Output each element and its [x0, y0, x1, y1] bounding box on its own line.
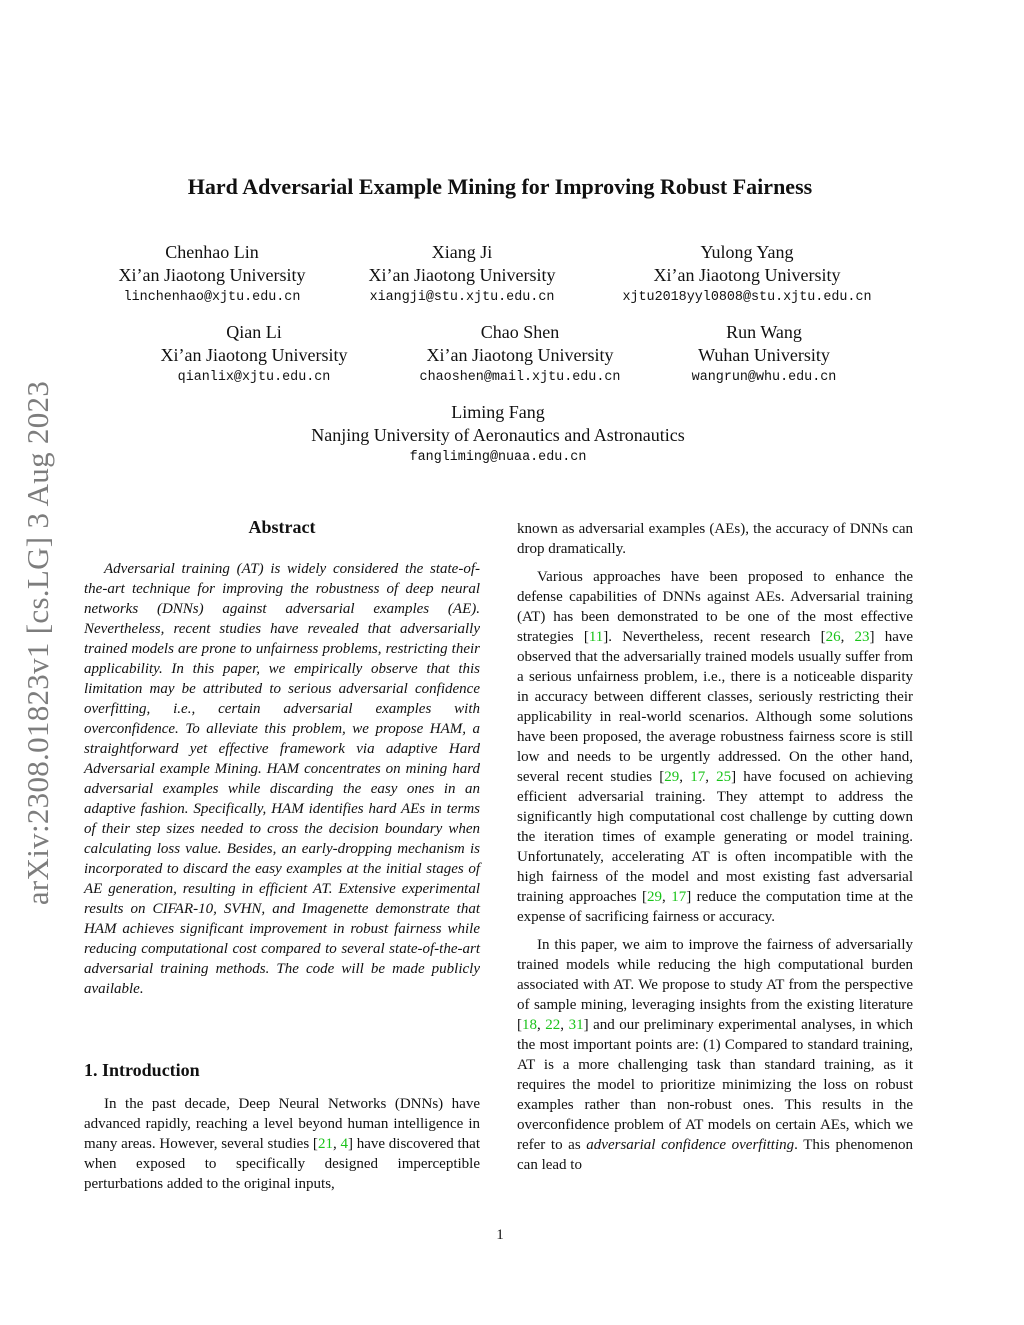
intro-paragraph: In the past decade, Deep Neural Networks (DNNs) have advanced rapidly, reaching a level beyond human intelligence in many areas. However, several studies [21, 4] have discovered that when exposed to specifically designed imperceptible perturbations added to the original inputs, — [84, 1096, 481, 1192]
right-column-body — [517, 519, 913, 1175]
author-affiliation: Nanjing University of Aeronautics and Astronautics — [311, 425, 685, 445]
citation-link[interactable]: 11 — [588, 629, 604, 645]
introduction-body — [84, 1094, 480, 1194]
arxiv-stamp — [14, 355, 62, 930]
citation-link[interactable]: 17 — [671, 889, 687, 905]
author-email[interactable]: chaoshen@mail.xjtu.edu.cn — [419, 370, 621, 385]
author-email[interactable]: xjtu2018yyl0808@stu.xjtu.edu.cn — [622, 290, 872, 305]
author-email[interactable]: wangrun@whu.edu.cn — [691, 370, 837, 385]
author-name: Qian Li — [226, 322, 282, 342]
author-email[interactable]: linchenhao@xjtu.edu.cn — [123, 290, 301, 305]
citation-link[interactable]: 23 — [854, 629, 870, 645]
citation-link[interactable]: 18 — [522, 1017, 537, 1033]
citation-link[interactable]: 31 — [568, 1017, 584, 1033]
paper-title: Hard Adversarial Example Mining for Improving Robust Fairness — [187, 174, 813, 199]
author-block — [395, 321, 645, 388]
author-name: Chenhao Lin — [165, 242, 259, 262]
abstract-heading: Abstract — [248, 517, 316, 537]
intro-paragraph: Various approaches have been proposed to enhance the defense capabilities of DNNs against AEs. Adversarial training (AT) has been demonstrated to be one of the most effective strategies [11]. Nevertheless, recent research [26, 23] have observed that the adversarially trained models usually suffer from a serious unfairness problem, i.e., there is a noticeable disparity in accuracy between different classes, seriously restricting their applicability in real-world scenarios. Although some solutions have been proposed, the average robustness fairness score is still low and needs to be urgently addressed. On the other hand, several recent studies [29, 17, 25] have focused on achieving efficient adversarial training. They attempt to address the significantly high computational cost challenge by cutting down the iteration times of example generating or model training. Unfortunately, accelerating AT is often incompatible with the high fairness of the model and most existing fast adversarial training approaches [29, 17] reduce the computation time at the expense of sacrificing fairness or accuracy. — [517, 569, 914, 925]
author-name: Chao Shen — [480, 322, 560, 342]
author-block — [664, 321, 864, 388]
intro-paragraph: In this paper, we aim to improve the fairness of adversarially trained models while reducing the high computational burden associated with AT. We propose to study AT from the perspective of sample mining, leveraging insights from the existing literature [18, 22, 31] and our preliminary experimental analyses, in which the most important points are: (1) Compared to standard training, AT is a more challenging task than standard training, as it requires the model to prioritize minimizing the loss on robust examples rather than non-robust ones. This results in the overconfidence problem of AT models on certain AEs, which we refer to as adversarial confidence overfitting. This phenomenon can lead to — [517, 937, 914, 1173]
author-email[interactable]: xiangji@stu.xjtu.edu.cn — [369, 290, 555, 305]
author-block — [248, 401, 748, 468]
author-name: Liming Fang — [451, 402, 545, 422]
author-block — [62, 241, 362, 308]
author-email[interactable]: qianlix@xjtu.edu.cn — [177, 370, 331, 385]
author-name: Run Wang — [726, 322, 802, 342]
author-affiliation: Xi’an Jiaotong University — [118, 265, 306, 285]
author-affiliation: Wuhan University — [698, 345, 830, 365]
citation-link[interactable]: 4 — [340, 1136, 348, 1152]
emphasis-term: adversarial confidence overfitting — [586, 1137, 795, 1153]
citation-link[interactable]: 17 — [690, 769, 706, 785]
citation-link[interactable]: 29 — [664, 769, 680, 785]
abstract-paragraph: Adversarial training (AT) is widely considered the state-of-the-art technique for improving the robustness of deep neural networks (DNNs) against adversarial examples (AE). Nevertheless, recent studies have revealed that adversarially trained models are prone to unfairness problems, restricting their applicability. In this paper, we empirically observe that this limitation may be attributed to serious adversarial confidence overfitting, i.e., certain adversarial examples with overconfidence. To alleviate this problem, we propose HAM, a straightforward yet effective framework via adaptive Hard Adversarial example Mining. HAM concentrates on mining hard adversarial examples while discarding the easy ones in an adaptive fashion. Specifically, HAM identifies hard AEs in terms of their step sizes needed to cross the decision boundary when calculating loss value. Besides, an early-dropping mechanism is incorporated to discard the easy examples at the initial stages of AE generation, resulting in efficient AT. Extensive experimental results on CIFAR-10, SVHN, and Imagenette demonstrate that HAM achieves significant improvement in robust fairness while reducing computational cost compared to several state-of-the-art adversarial training methods. The code will be made publicly available. — [84, 561, 480, 997]
author-affiliation: Xi’an Jiaotong University — [368, 265, 556, 285]
author-affiliation: Xi’an Jiaotong University — [160, 345, 348, 365]
citation-link[interactable]: 22 — [545, 1017, 561, 1033]
author-affiliation: Xi’an Jiaotong University — [653, 265, 841, 285]
author-block — [134, 321, 374, 388]
citation-link[interactable]: 26 — [825, 629, 841, 645]
arxiv-id: arXiv:2308.01823v1 [cs.LG] 3 Aug 2023 — [20, 380, 56, 905]
author-block — [597, 241, 897, 308]
author-block — [342, 241, 582, 308]
introduction-heading: 1. Introduction — [84, 1060, 200, 1080]
page-number: 1 — [496, 1227, 504, 1243]
author-name: Xiang Ji — [431, 242, 493, 262]
intro-paragraph-continued: known as adversarial examples (AEs), the accuracy of DNNs can drop dramatically. — [517, 521, 913, 557]
author-affiliation: Xi’an Jiaotong University — [426, 345, 614, 365]
citation-link[interactable]: 29 — [647, 889, 663, 905]
author-email[interactable]: fangliming@nuaa.edu.cn — [409, 450, 587, 465]
citation-link[interactable]: 25 — [716, 769, 732, 785]
abstract-body — [84, 559, 480, 999]
author-name: Yulong Yang — [700, 242, 794, 262]
citation-link[interactable]: 21 — [317, 1136, 333, 1152]
